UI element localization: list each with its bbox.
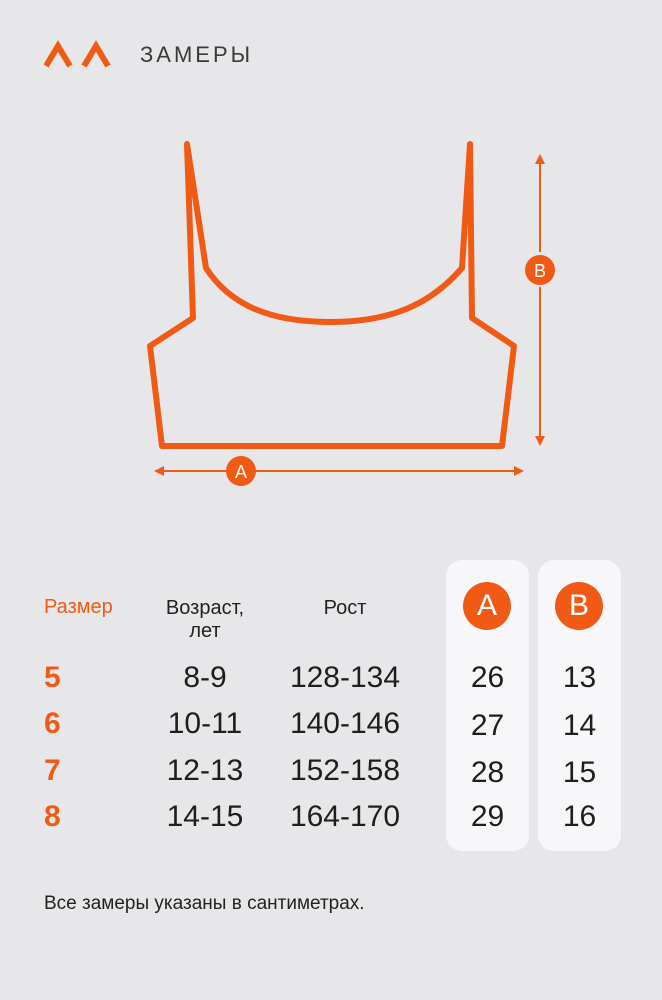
column-header-b: B — [555, 582, 603, 630]
label-b-marker — [525, 255, 555, 285]
label-a: A — [234, 462, 248, 482]
cell-age: 12-13 — [166, 754, 244, 787]
cell-height: 152-158 — [289, 754, 401, 787]
cell-a: 26 — [470, 661, 505, 694]
garment-diagram — [0, 130, 662, 500]
label-b: B — [533, 261, 547, 281]
column-header-a: A — [463, 582, 511, 630]
cell-age: 8-9 — [183, 661, 227, 694]
column-header-size: Размер — [44, 596, 113, 618]
cell-b: 15 — [562, 756, 597, 789]
cell-height: 140-146 — [289, 707, 401, 740]
brand-logo-icon — [44, 40, 114, 70]
cell-b: 13 — [562, 661, 597, 694]
header — [44, 38, 253, 72]
cell-a: 29 — [470, 800, 505, 833]
cell-age: 14-15 — [166, 800, 244, 833]
cell-height: 128-134 — [289, 661, 401, 694]
cell-size: 5 — [44, 661, 61, 694]
cell-b: 14 — [562, 709, 597, 742]
cell-size: 8 — [44, 800, 61, 833]
footer-note: Все замеры указаны в сантиметрах. — [44, 893, 365, 914]
cell-age: 10-11 — [167, 707, 243, 740]
cell-b: 16 — [562, 800, 597, 833]
cell-size: 7 — [44, 754, 61, 787]
label-a-marker — [226, 456, 256, 486]
column-header-height: Рост — [323, 597, 367, 619]
cell-a: 28 — [470, 756, 505, 789]
cell-size: 6 — [44, 707, 61, 740]
crop-top-outline — [150, 144, 514, 446]
column-header-age: Возраст, лет — [165, 597, 245, 642]
cell-a: 27 — [470, 709, 505, 742]
page-title: ЗАМЕРЫ — [140, 42, 254, 67]
cell-height: 164-170 — [289, 800, 401, 833]
